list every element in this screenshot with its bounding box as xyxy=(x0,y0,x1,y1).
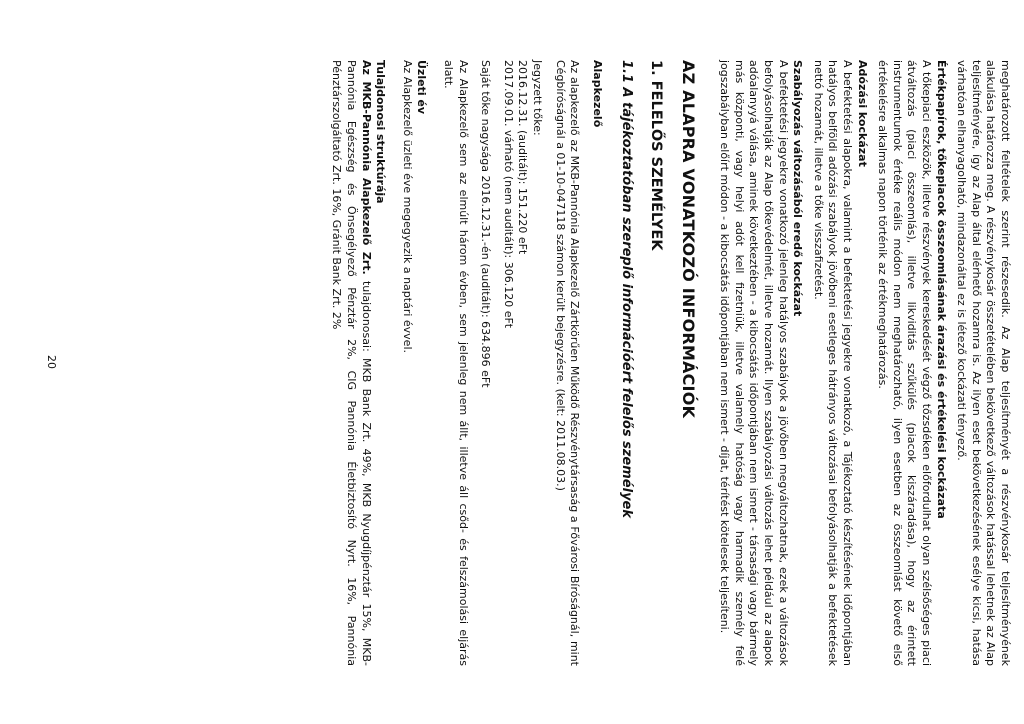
sajat-toke: Saját tőke nagysága 2016.12.31.-én (auditált): 634.896 eFt xyxy=(479,60,493,388)
tulajdonosi-paragraph xyxy=(329,60,373,666)
jegyzett-toke-line: 2017.09.01. várható (nem auditált): 306.120 eFt xyxy=(501,60,515,329)
alapkezelo-text: Az alapkezelő az MKB-Pannónia Alapkezelő Zártkörűen Működő Részvénytársaság a Fővárosi Bíróságnál, mint Cégbíróságnál a 01-10-047118 számon került bejegyzésre. (kelt: 2011.08.03.) xyxy=(553,60,582,666)
section-heading: 1. FELELŐS SZEMÉLYEK xyxy=(647,60,664,251)
risk-section-regulation xyxy=(717,60,805,666)
main-heading: AZ ALAPRA VONATKOZÓ INFORMÁCIÓK xyxy=(678,60,698,419)
alapkezelo-label: Alapkezelő xyxy=(590,60,604,128)
jegyzett-toke-block xyxy=(500,60,544,666)
risk-section-title: Értékpapírok, tőkepiacok összeomlásának árazási és értékelési kockázata xyxy=(934,60,948,519)
risk-section-market-crash xyxy=(875,60,948,666)
intro-paragraph: meghatározott feltételek szerint részesedik. Az Alap teljesítményét a részvénykosár teljesítményének alakulása határozza meg. A részvénykosár összetételében bekövetkező változások hatással lehetnek az Alap teljesítményére, így az Alap által elérhető hozamra is. Az ilyen eset bekövetkezésének esélye kicsi, hatása várhatóan elhanyagolható, mindazonáltal ez is létező kockázati tényező. xyxy=(955,60,1012,666)
tulajdonosi-owners: tulajdonosai: MKB Bank Zrt. 49%, MKB Nyugdíjpénztár 15%, MKB-Pannónia Egészség és Önsegélyező Pénztár 2%, CIG Pannónia Életbiztosító Nyrt. 16%, Pannónia Pénztárszolgáltató Zrt. 16%, Gránit Bank Zrt. 2% xyxy=(330,60,373,666)
risk-section-body: A befektetési alapokra, valamint a befektetési jegyekre vonatkozó, a Tájékoztató készítésének időpontjában hatályos belföldi adózási szabályok jövőbeni esetleges hátrányos változásai befolyásolhatják a befektetések nettó hozamát, illetve a tőke visszafizetést. xyxy=(811,60,855,666)
risk-section-title: Szabályozás változásából eredő kockázat xyxy=(791,60,805,317)
jegyzett-toke-line: 2016.12.31. (auditált): 151.220 eFt xyxy=(516,60,530,255)
subsection-heading: 1.1 A tájékoztatóban szereplő információért felelős személyek xyxy=(618,60,634,519)
page-number: 20 xyxy=(45,355,58,369)
risk-section-tax xyxy=(810,60,868,666)
uzleti-ev-text: Az Alapkezelő üzleti éve megegyezik a naptári évvel. xyxy=(400,60,414,354)
risk-section-body: A befektetési jegyekre vonatkozó jelenleg hatályos szabályok a jövőben megváltozhatnak, ezek a változások befolyásolhatják az Alap tőkevédelmét, illetve hozamát. Ilyen szabályozási változás lehet például az alapok adóalanyyá válása, aminek következtében - a kibocsátás időpontjában nem ismert - társasági vagy bármely más központi, vagy helyi adót kell fizetniük, illetve valamely hatóság vagy harmadik személy felé jogszabályban előírt módon - a kibocsátás időpontjában nem ismert - díjat, térítést kötelesek teljesíteni. xyxy=(718,60,790,666)
uzleti-ev-label: Üzleti év xyxy=(415,60,429,115)
risk-section-body: A tőkepiaci eszközök, illetve részvények kereskedését végző tőzsdéken előfordulhat olyan szélsőséges piaci átváltozás (piaci összeomlás), illetve likviditás szűkülés (piacok kiszáradása), hogy az érintett instrumentumok értéke reális módon nem meghatározható, ilyen esetben az összeomlást követő első értékelésre alkalmas napon történik az értékmeghatározás. xyxy=(876,60,934,666)
jegyzett-toke-line: Jegyzett tőke: xyxy=(530,60,544,136)
tulajdonosi-company: Az MKB-Pannónia Alapkezelő Zrt. xyxy=(359,60,373,275)
risk-section-title: Adózási kockázat xyxy=(855,60,869,167)
tulajdonosi-label: Tulajdonosi struktúrája xyxy=(374,60,388,204)
status-text: Az Alapkezelő sem az elmúlt három évben, sem jelenleg nem állt, illetve áll csőd- és felszámolási eljárás alatt. xyxy=(441,60,470,666)
